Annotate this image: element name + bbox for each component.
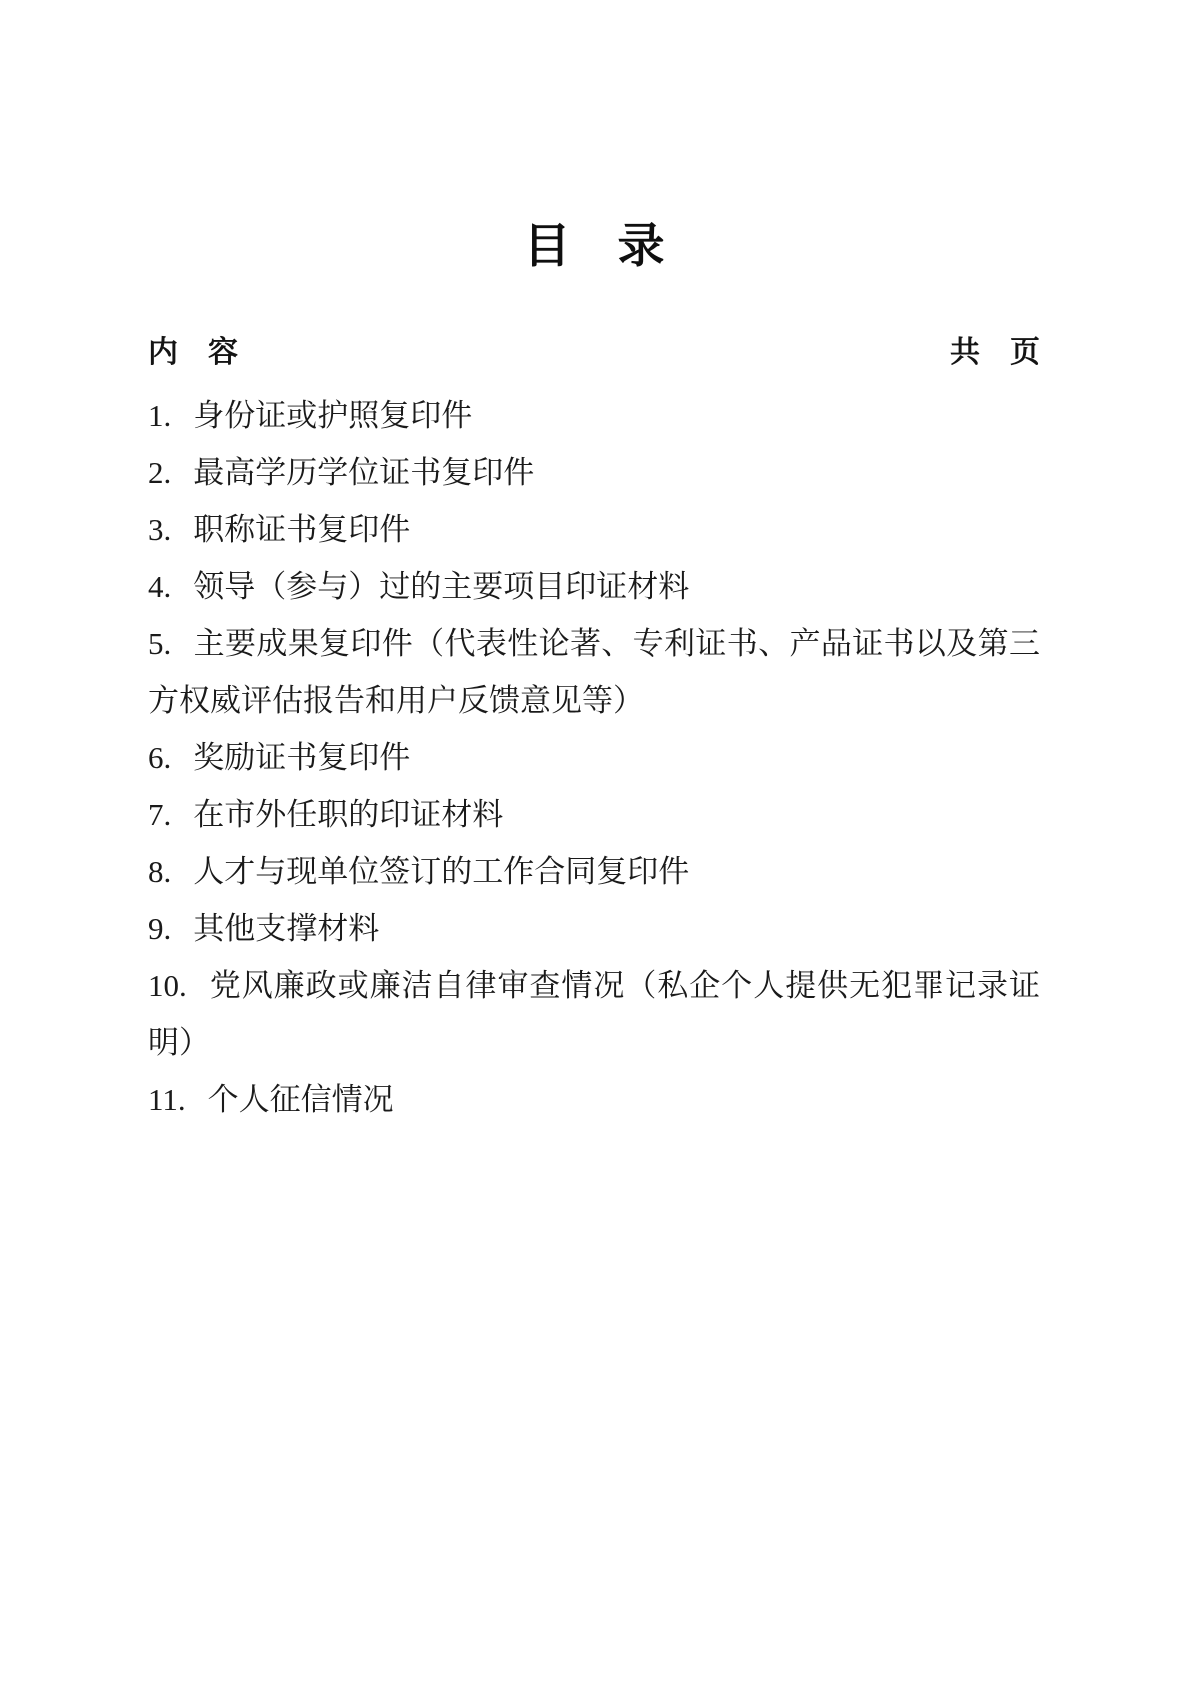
toc-item (148, 558, 1040, 615)
toc-header-pages-label: 共 页 (950, 335, 1040, 369)
toc-item-text: 其他支撑材料 (193, 911, 380, 947)
toc-header-row (148, 334, 1040, 372)
toc-item-number: 7. (148, 797, 172, 833)
toc-item-text: 个人征信情况 (207, 1082, 394, 1118)
toc-item (148, 387, 1040, 444)
toc-item (148, 501, 1040, 558)
toc-item (148, 786, 1040, 843)
toc-list (148, 387, 1040, 1128)
toc-item-number: 5. (148, 626, 172, 662)
toc-item-number: 8. (148, 854, 172, 890)
toc-item-number: 10. (148, 968, 187, 1004)
toc-item-number: 9. (148, 911, 172, 947)
toc-item (148, 900, 1040, 957)
toc-item-text: 最高学历学位证书复印件 (193, 455, 535, 491)
toc-item-number: 4. (148, 569, 172, 605)
toc-item-text: 奖励证书复印件 (193, 740, 411, 776)
toc-item-number: 6. (148, 740, 172, 776)
toc-item-text: 人才与现单位签订的工作合同复印件 (193, 854, 690, 890)
toc-item (148, 843, 1040, 900)
toc-item-number: 3. (148, 512, 172, 548)
page-title: 目 录 (523, 221, 665, 273)
toc-item (148, 1071, 1040, 1128)
toc-item (148, 729, 1040, 786)
toc-item-number: 11. (148, 1082, 186, 1118)
toc-item (148, 444, 1040, 501)
toc-item (148, 957, 1040, 1071)
toc-item-number: 2. (148, 455, 172, 491)
toc-item-number: 1. (148, 398, 172, 434)
toc-item-text: 职称证书复印件 (193, 512, 411, 548)
toc-header-content-label: 内 容 (148, 335, 238, 369)
toc-item-text: 党风廉政或廉洁自律审查情况（私企个人提供无犯罪记录证明） (148, 968, 1040, 1061)
toc-item-text: 主要成果复印件（代表性论著、专利证书、产品证书以及第三方权威评估报告和用户反馈意见等） (148, 626, 1040, 719)
toc-item-text: 领导（参与）过的主要项目印证材料 (193, 569, 690, 605)
toc-item (148, 615, 1040, 729)
toc-item-text: 在市外任职的印证材料 (193, 797, 504, 833)
toc-item-text: 身份证或护照复印件 (193, 398, 473, 434)
